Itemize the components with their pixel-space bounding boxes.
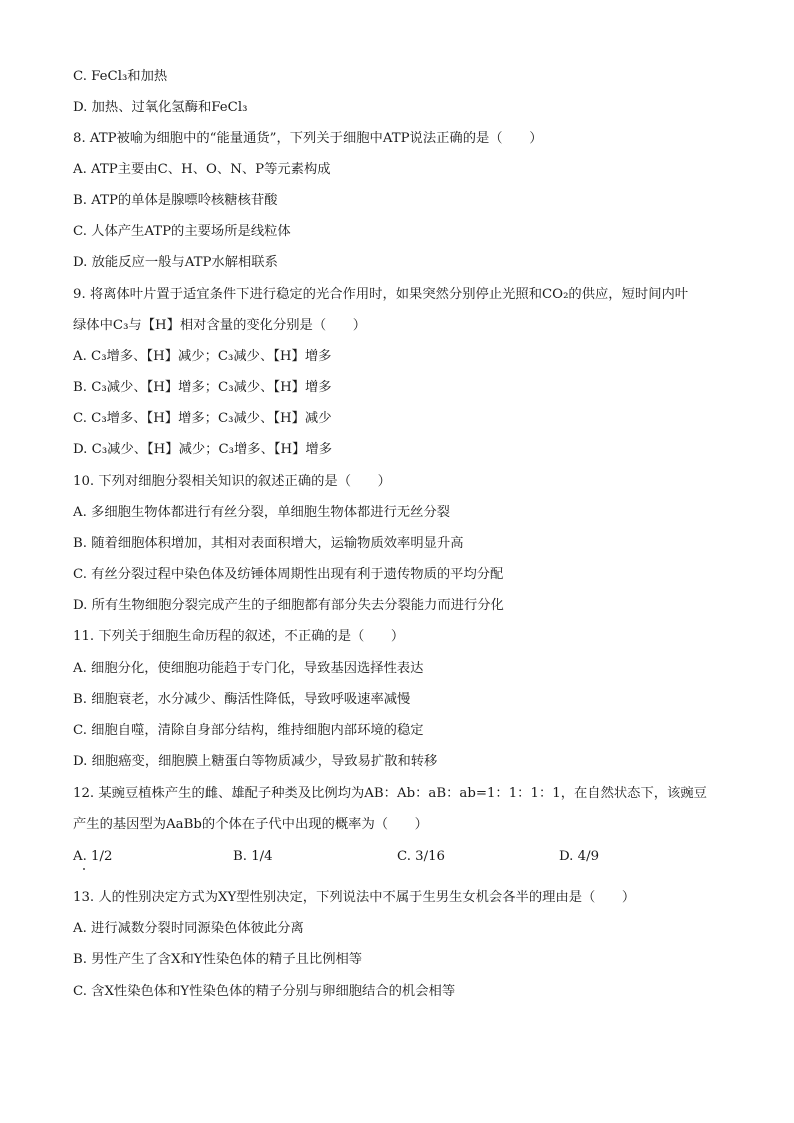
option-line: B. ATP的单体是腺嘌呤核糖核苷酸 [73,193,278,208]
option-line: B. 男性产生了含X和Y性染色体的精子且比例相等 [73,952,363,967]
question-8-stem: 8. ATP被喻为细胞中的“能量通货”，下列关于细胞中ATP说法正确的是（ ） [73,131,543,146]
option-c: C. 3/16 [397,849,446,864]
question-12-stem-cont: 产生的基因型为AaBb的个体在子代中出现的概率为（ ） [73,817,428,832]
option-line: D. C₃减少、【H】减少；C₃增多、【H】增多 [73,442,332,457]
option-line: A. ATP主要由C、H、O、N、P等元素构成 [73,162,331,177]
option-line: C. 人体产生ATP的主要场所是线粒体 [73,224,291,239]
option-b: B. 1/4 [233,849,273,864]
question-9-stem: 9. 将离体叶片置于适宜条件下进行稳定的光合作用时，如果突然分别停止光照和CO₂的供应，短时间内叶 [73,287,689,302]
option-line: B. 随着细胞体积增加，其相对表面积增大，运输物质效率明显升高 [73,536,464,551]
option-line: D. 细胞癌变，细胞膜上糖蛋白等物质减少，导致易扩散和转移 [73,754,438,769]
option-line: C. 含X性染色体和Y性染色体的精子分别与卵细胞结合的机会相等 [73,984,456,999]
option-line: B. C₃减少、【H】增多；C₃减少、【H】增多 [73,380,332,395]
question-12-options [73,848,733,866]
question-10-stem: 10. 下列对细胞分裂相关知识的叙述正确的是（ ） [73,474,391,489]
option-a: A. 1/2 [73,849,113,864]
text-line: C. FeCl₃和加热 [73,69,168,84]
option-line: D. 所有生物细胞分裂完成产生的子细胞都有部分失去分裂能力而进行分化 [73,598,504,613]
option-line: C. 细胞自噬，清除自身部分结构，维持细胞内部环境的稳定 [73,723,424,738]
text-line: D. 加热、过氧化氢酶和FeCl₃ [73,100,248,115]
stray-dot [83,868,85,870]
question-12-stem: 12. 某豌豆植株产生的雌、雄配子种类及比例均为AB：Ab：aB：ab=1：1：1：1，在自然状态下，该豌豆 [73,786,707,801]
option-line: C. 有丝分裂过程中染色体及纺锤体周期性出现有利于遗传物质的平均分配 [73,567,504,582]
option-d: D. 4/9 [559,849,600,864]
option-line: A. 多细胞生物体都进行有丝分裂，单细胞生物体都进行无丝分裂 [73,505,451,520]
option-line: B. 细胞衰老，水分减少、酶活性降低，导致呼吸速率减慢 [73,692,411,707]
option-line: A. C₃增多、【H】减少；C₃减少、【H】增多 [73,349,332,364]
option-line: C. C₃增多、【H】增多；C₃减少、【H】减少 [73,411,332,426]
option-line: A. 细胞分化，使细胞功能趋于专门化，导致基因选择性表达 [73,661,424,676]
question-11-stem: 11. 下列关于细胞生命历程的叙述，不正确的是（ ） [73,629,405,644]
question-13-stem: 13. 人的性别决定方式为XY型性别决定，下列说法中不属于生男生女机会各半的理由是（ ） [73,890,636,905]
question-9-stem-cont: 绿体中C₃与【H】相对含量的变化分别是（ ） [73,318,367,333]
option-line: A. 进行减数分裂时同源染色体彼此分离 [73,921,304,936]
option-line: D. 放能反应一般与ATP水解相联系 [73,255,278,270]
